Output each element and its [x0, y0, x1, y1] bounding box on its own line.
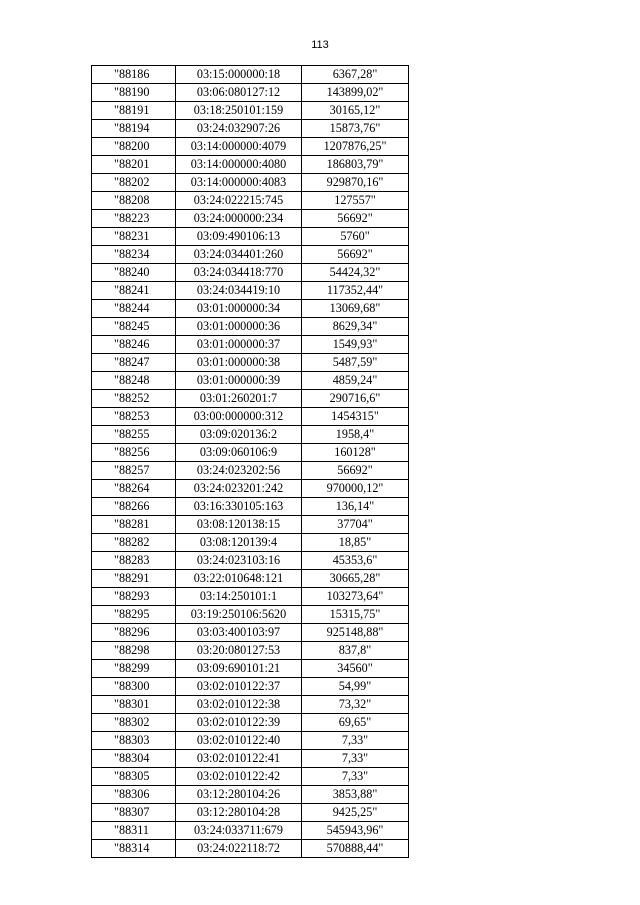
table-row — [92, 498, 409, 516]
table-row — [92, 606, 409, 624]
cadastral-number-cell: 03:24:022118:72 — [176, 840, 302, 858]
record-id-cell: "88283 — [92, 552, 176, 570]
record-id-cell: "88247 — [92, 354, 176, 372]
registry-table — [91, 65, 409, 858]
value-cell: 5760" — [302, 228, 409, 246]
record-id-cell: "88257 — [92, 462, 176, 480]
table-row — [92, 480, 409, 498]
cadastral-number-cell: 03:02:010122:37 — [176, 678, 302, 696]
table-row — [92, 408, 409, 426]
value-cell: 143899,02" — [302, 84, 409, 102]
table-row — [92, 192, 409, 210]
value-cell: 925148,88" — [302, 624, 409, 642]
table-row — [92, 318, 409, 336]
cadastral-number-cell: 03:02:010122:38 — [176, 696, 302, 714]
table-row — [92, 714, 409, 732]
record-id-cell: "88246 — [92, 336, 176, 354]
cadastral-number-cell: 03:12:280104:26 — [176, 786, 302, 804]
table-row — [92, 462, 409, 480]
value-cell: 545943,96" — [302, 822, 409, 840]
value-cell: 30665,28" — [302, 570, 409, 588]
value-cell: 4859,24" — [302, 372, 409, 390]
record-id-cell: "88307 — [92, 804, 176, 822]
cadastral-number-cell: 03:09:690101:21 — [176, 660, 302, 678]
table-row — [92, 822, 409, 840]
value-cell: 73,32" — [302, 696, 409, 714]
value-cell: 1207876,25" — [302, 138, 409, 156]
cadastral-number-cell: 03:24:032907:26 — [176, 120, 302, 138]
value-cell: 837,8" — [302, 642, 409, 660]
value-cell: 13069,68" — [302, 300, 409, 318]
cadastral-number-cell: 03:18:250101:159 — [176, 102, 302, 120]
table-row — [92, 210, 409, 228]
table-row — [92, 354, 409, 372]
value-cell: 7,33" — [302, 768, 409, 786]
record-id-cell: "88240 — [92, 264, 176, 282]
cadastral-number-cell: 03:14:250101:1 — [176, 588, 302, 606]
record-id-cell: "88293 — [92, 588, 176, 606]
record-id-cell: "88241 — [92, 282, 176, 300]
cadastral-number-cell: 03:19:250106:5620 — [176, 606, 302, 624]
cadastral-number-cell: 03:24:023103:16 — [176, 552, 302, 570]
record-id-cell: "88200 — [92, 138, 176, 156]
table-row — [92, 246, 409, 264]
table-row — [92, 138, 409, 156]
value-cell: 160128" — [302, 444, 409, 462]
value-cell: 56692" — [302, 210, 409, 228]
table-row — [92, 264, 409, 282]
record-id-cell: "88266 — [92, 498, 176, 516]
cadastral-number-cell: 03:24:022215:745 — [176, 192, 302, 210]
cadastral-number-cell: 03:15:000000:18 — [176, 66, 302, 84]
record-id-cell: "88291 — [92, 570, 176, 588]
value-cell: 9425,25" — [302, 804, 409, 822]
record-id-cell: "88244 — [92, 300, 176, 318]
record-id-cell: "88264 — [92, 480, 176, 498]
table-row — [92, 102, 409, 120]
table-row — [92, 660, 409, 678]
record-id-cell: "88300 — [92, 678, 176, 696]
record-id-cell: "88303 — [92, 732, 176, 750]
record-id-cell: "88248 — [92, 372, 176, 390]
table-row — [92, 840, 409, 858]
value-cell: 186803,79" — [302, 156, 409, 174]
registry-table-body — [92, 66, 409, 858]
cadastral-number-cell: 03:09:490106:13 — [176, 228, 302, 246]
table-row — [92, 390, 409, 408]
value-cell: 18,85" — [302, 534, 409, 552]
table-row — [92, 786, 409, 804]
record-id-cell: "88282 — [92, 534, 176, 552]
cadastral-number-cell: 03:02:010122:41 — [176, 750, 302, 768]
value-cell: 69,65" — [302, 714, 409, 732]
cadastral-number-cell: 03:16:330105:163 — [176, 498, 302, 516]
cadastral-number-cell: 03:01:000000:34 — [176, 300, 302, 318]
cadastral-number-cell: 03:22:010648:121 — [176, 570, 302, 588]
cadastral-number-cell: 03:01:260201:7 — [176, 390, 302, 408]
table-row — [92, 444, 409, 462]
table-row — [92, 174, 409, 192]
record-id-cell: "88314 — [92, 840, 176, 858]
table-row — [92, 552, 409, 570]
value-cell: 15315,75" — [302, 606, 409, 624]
value-cell: 56692" — [302, 462, 409, 480]
value-cell: 103273,64" — [302, 588, 409, 606]
value-cell: 929870,16" — [302, 174, 409, 192]
table-row — [92, 516, 409, 534]
value-cell: 37704" — [302, 516, 409, 534]
table-row — [92, 228, 409, 246]
record-id-cell: "88202 — [92, 174, 176, 192]
table-row — [92, 156, 409, 174]
cadastral-number-cell: 03:08:120138:15 — [176, 516, 302, 534]
cadastral-number-cell: 03:02:010122:40 — [176, 732, 302, 750]
record-id-cell: "88245 — [92, 318, 176, 336]
value-cell: 5487,59" — [302, 354, 409, 372]
value-cell: 127557" — [302, 192, 409, 210]
table-row — [92, 588, 409, 606]
table-row — [92, 120, 409, 138]
record-id-cell: "88306 — [92, 786, 176, 804]
cadastral-number-cell: 03:24:034401:260 — [176, 246, 302, 264]
record-id-cell: "88304 — [92, 750, 176, 768]
value-cell: 54,99" — [302, 678, 409, 696]
value-cell: 7,33" — [302, 750, 409, 768]
value-cell: 1549,93" — [302, 336, 409, 354]
cadastral-number-cell: 03:14:000000:4080 — [176, 156, 302, 174]
value-cell: 34560" — [302, 660, 409, 678]
record-id-cell: "88299 — [92, 660, 176, 678]
table-row — [92, 804, 409, 822]
cadastral-number-cell: 03:01:000000:37 — [176, 336, 302, 354]
value-cell: 136,14" — [302, 498, 409, 516]
record-id-cell: "88281 — [92, 516, 176, 534]
cadastral-number-cell: 03:24:023202:56 — [176, 462, 302, 480]
cadastral-number-cell: 03:02:010122:42 — [176, 768, 302, 786]
table-row — [92, 66, 409, 84]
value-cell: 45353,6" — [302, 552, 409, 570]
cadastral-number-cell: 03:01:000000:36 — [176, 318, 302, 336]
value-cell: 970000,12" — [302, 480, 409, 498]
page-number: 113 — [311, 39, 329, 51]
value-cell: 8629,34" — [302, 318, 409, 336]
record-id-cell: "88201 — [92, 156, 176, 174]
value-cell: 1454315" — [302, 408, 409, 426]
value-cell: 54424,32" — [302, 264, 409, 282]
record-id-cell: "88301 — [92, 696, 176, 714]
record-id-cell: "88295 — [92, 606, 176, 624]
record-id-cell: "88311 — [92, 822, 176, 840]
table-row — [92, 570, 409, 588]
record-id-cell: "88223 — [92, 210, 176, 228]
record-id-cell: "88302 — [92, 714, 176, 732]
value-cell: 56692" — [302, 246, 409, 264]
cadastral-number-cell: 03:14:000000:4083 — [176, 174, 302, 192]
record-id-cell: "88253 — [92, 408, 176, 426]
cadastral-number-cell: 03:14:000000:4079 — [176, 138, 302, 156]
record-id-cell: "88231 — [92, 228, 176, 246]
cadastral-number-cell: 03:24:023201:242 — [176, 480, 302, 498]
table-row — [92, 426, 409, 444]
table-row — [92, 750, 409, 768]
cadastral-number-cell: 03:12:280104:28 — [176, 804, 302, 822]
value-cell: 290716,6" — [302, 390, 409, 408]
cadastral-number-cell: 03:24:034418:770 — [176, 264, 302, 282]
cadastral-number-cell: 03:06:080127:12 — [176, 84, 302, 102]
record-id-cell: "88298 — [92, 642, 176, 660]
table-row — [92, 372, 409, 390]
table-row — [92, 84, 409, 102]
record-id-cell: "88191 — [92, 102, 176, 120]
cadastral-number-cell: 03:24:000000:234 — [176, 210, 302, 228]
table-row — [92, 732, 409, 750]
value-cell: 570888,44" — [302, 840, 409, 858]
table-row — [92, 282, 409, 300]
value-cell: 1958,4" — [302, 426, 409, 444]
cadastral-number-cell: 03:01:000000:39 — [176, 372, 302, 390]
value-cell: 15873,76" — [302, 120, 409, 138]
record-id-cell: "88208 — [92, 192, 176, 210]
value-cell: 117352,44" — [302, 282, 409, 300]
cadastral-number-cell: 03:02:010122:39 — [176, 714, 302, 732]
table-row — [92, 336, 409, 354]
record-id-cell: "88186 — [92, 66, 176, 84]
table-row — [92, 534, 409, 552]
value-cell: 6367,28" — [302, 66, 409, 84]
table-row — [92, 696, 409, 714]
cadastral-number-cell: 03:24:033711:679 — [176, 822, 302, 840]
record-id-cell: "88252 — [92, 390, 176, 408]
cadastral-number-cell: 03:01:000000:38 — [176, 354, 302, 372]
record-id-cell: "88194 — [92, 120, 176, 138]
value-cell: 3853,88" — [302, 786, 409, 804]
cadastral-number-cell: 03:09:060106:9 — [176, 444, 302, 462]
table-row — [92, 300, 409, 318]
record-id-cell: "88190 — [92, 84, 176, 102]
record-id-cell: "88305 — [92, 768, 176, 786]
cadastral-number-cell: 03:20:080127:53 — [176, 642, 302, 660]
cadastral-number-cell: 03:08:120139:4 — [176, 534, 302, 552]
cadastral-number-cell: 03:00:000000:312 — [176, 408, 302, 426]
record-id-cell: "88296 — [92, 624, 176, 642]
table-row — [92, 768, 409, 786]
cadastral-number-cell: 03:03:400103:97 — [176, 624, 302, 642]
cadastral-number-cell: 03:09:020136:2 — [176, 426, 302, 444]
cadastral-number-cell: 03:24:034419:10 — [176, 282, 302, 300]
value-cell: 30165,12" — [302, 102, 409, 120]
record-id-cell: "88256 — [92, 444, 176, 462]
table-row — [92, 624, 409, 642]
record-id-cell: "88234 — [92, 246, 176, 264]
table-row — [92, 678, 409, 696]
table-row — [92, 642, 409, 660]
record-id-cell: "88255 — [92, 426, 176, 444]
value-cell: 7,33" — [302, 732, 409, 750]
